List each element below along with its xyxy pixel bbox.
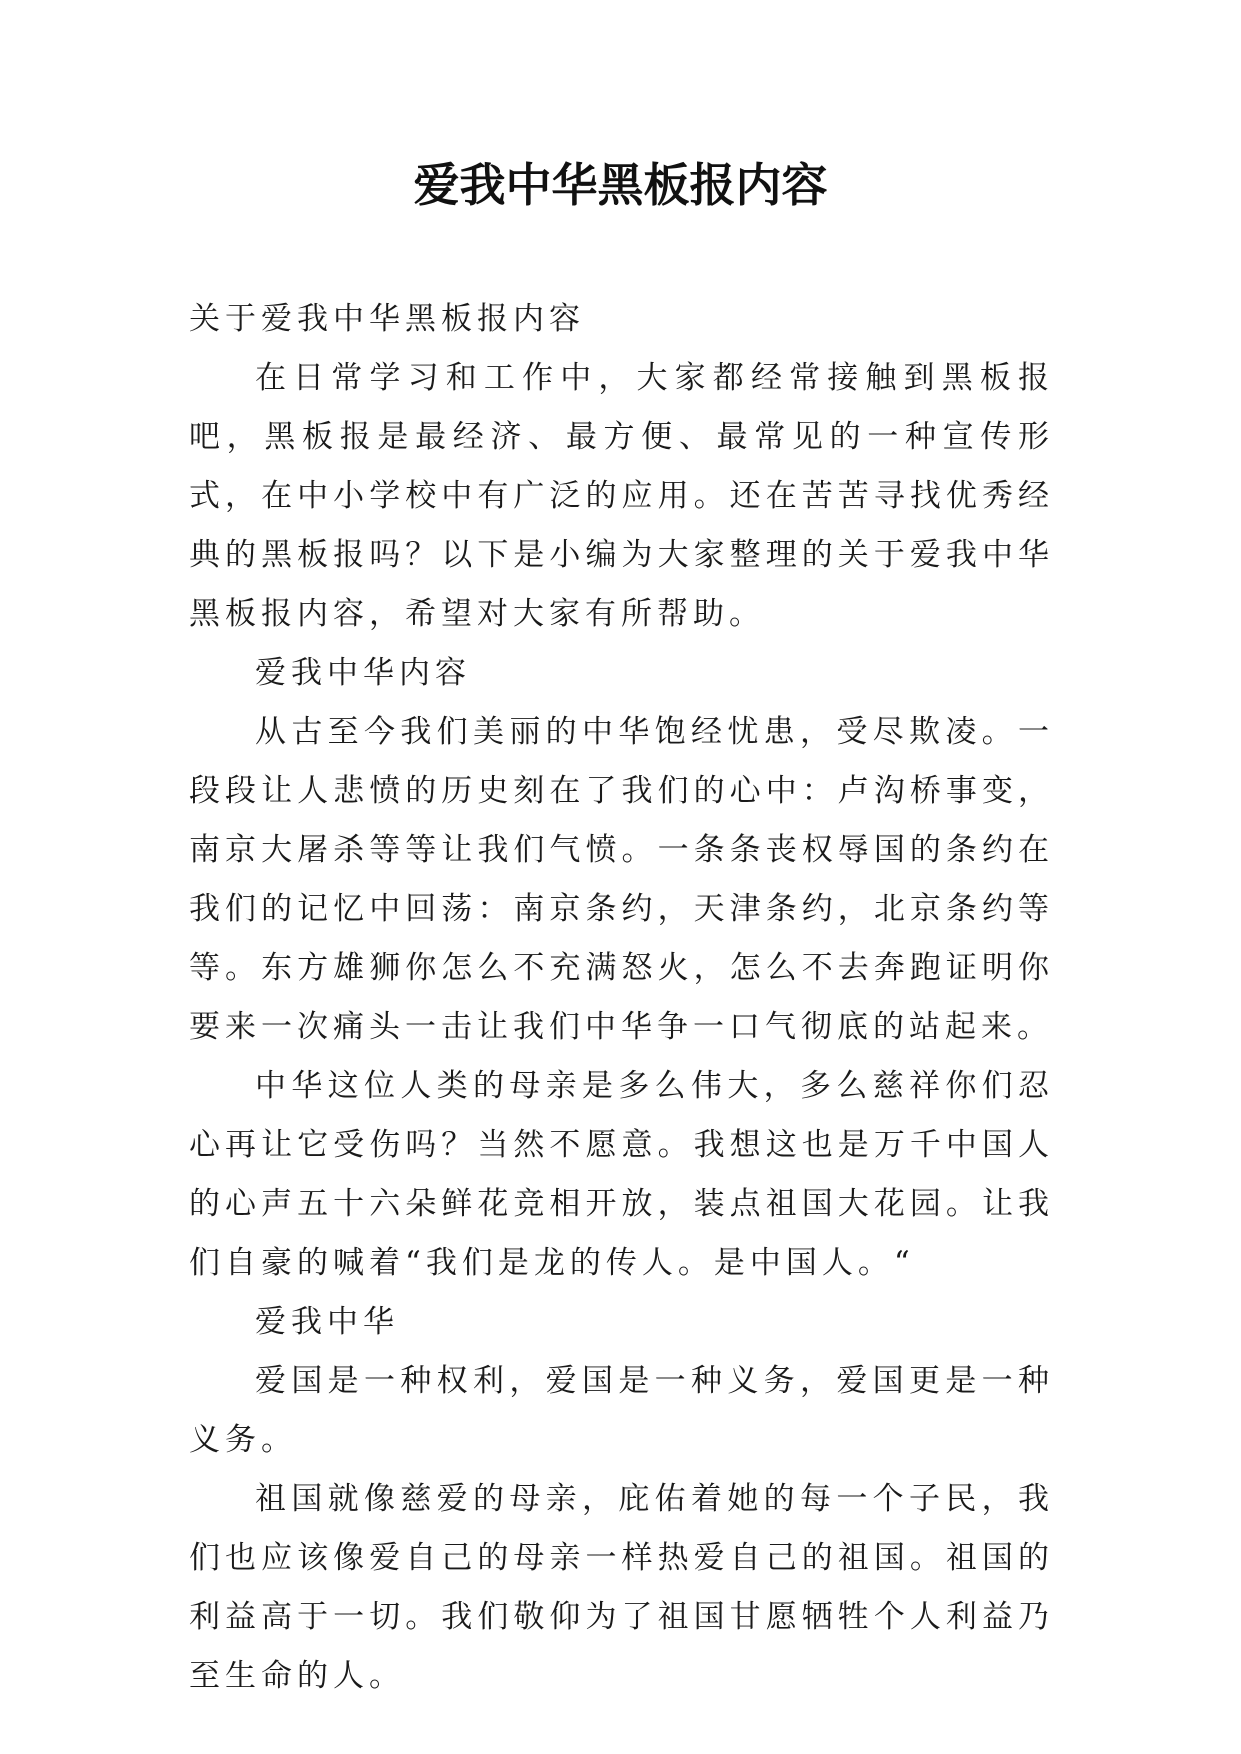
paragraph-history: 从古至今我们美丽的中华饱经忧患，受尽欺凌。一段段让人悲愤的历史刻在了我们的心中：卢沟桥事变，南京大屠杀等等让我们气愤。一条条丧权辱国的条约在我们的记忆中回荡：南京条约，天津条约，北京条约等等。东方雄狮你怎么不充满怒火，怎么不去奔跑证明你要来一次痛头一击让我们中华争一口气彻底的站起来。 bbox=[189, 714, 1054, 1045]
document-body bbox=[189, 290, 1054, 1706]
paragraph-heading: 关于爱我中华黑板报内容 bbox=[189, 301, 585, 337]
paragraph-mother: 中华这位人类的母亲是多么伟大，多么慈祥你们忍心再让它受伤吗？当然不愿意。我想这也是万千中国人的心声五十六朵鲜花竞相开放，装点祖国大花园。让我们自豪的喊着“我们是龙的传人。是中国人。“ bbox=[189, 1068, 1054, 1281]
section-heading-love: 爱我中华 bbox=[255, 1304, 399, 1340]
document-title: 爱我中华黑板报内容 bbox=[413, 158, 828, 212]
paragraph-intro: 在日常学习和工作中，大家都经常接触到黑板报吧，黑板报是最经济、最方便、最常见的一种宣传形式，在中小学校中有广泛的应用。还在苦苦寻找优秀经典的黑板报吗？以下是小编为大家整理的关于爱我中华黑板报内容，希望对大家有所帮助。 bbox=[189, 360, 1054, 632]
section-heading-content: 爱我中华内容 bbox=[255, 655, 471, 691]
paragraph-duty: 爱国是一种权利，爱国是一种义务，爱国更是一种义务。 bbox=[189, 1363, 1054, 1458]
paragraph-motherland: 祖国就像慈爱的母亲，庇佑着她的每一个子民，我们也应该像爱自己的母亲一样热爱自己的祖国。祖国的利益高于一切。我们敬仰为了祖国甘愿牺牲个人利益乃至生命的人。 bbox=[189, 1481, 1054, 1694]
